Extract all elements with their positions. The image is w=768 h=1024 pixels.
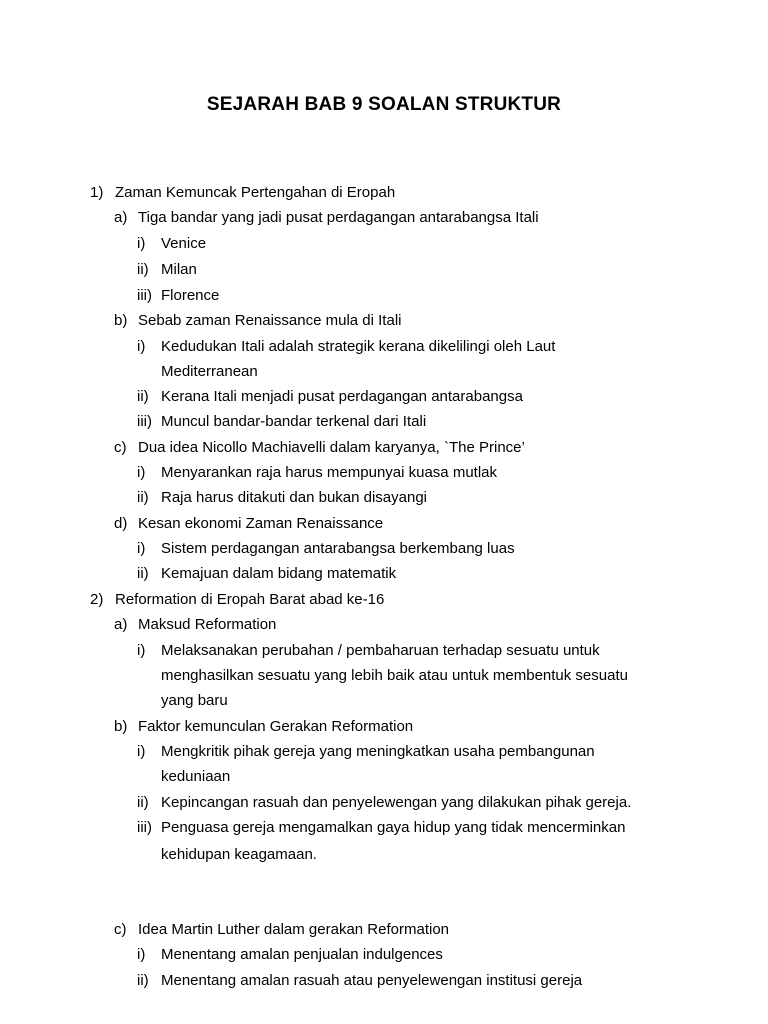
list-text: Kedudukan Itali adalah strategik kerana dikelilingi oleh Laut bbox=[161, 338, 556, 355]
list-text: Menentang amalan penjualan indulgences bbox=[161, 946, 443, 963]
list-marker: a) bbox=[114, 616, 128, 633]
list-marker: ii) bbox=[137, 794, 149, 811]
list-marker: 2) bbox=[90, 591, 104, 608]
list-marker: i) bbox=[137, 743, 146, 760]
list-marker: ii) bbox=[137, 565, 149, 582]
list-text: Idea Martin Luther dalam gerakan Reformation bbox=[138, 921, 450, 938]
list-text: Mengkritik pihak gereja yang meningkatkan usaha pembangunan bbox=[161, 743, 595, 760]
list-marker: ii) bbox=[137, 489, 149, 506]
list-marker: i) bbox=[137, 946, 146, 963]
list-text: menghasilkan sesuatu yang lebih baik atau untuk membentuk sesuatu bbox=[161, 667, 628, 684]
list-text: Maksud Reformation bbox=[138, 616, 277, 633]
list-marker: i) bbox=[137, 540, 146, 557]
list-text: Kepincangan rasuah dan penyelewengan yang dilakukan pihak gereja. bbox=[161, 794, 632, 811]
list-marker: i) bbox=[137, 642, 146, 659]
list-text: Kerana Itali menjadi pusat perdagangan antarabangsa bbox=[161, 388, 523, 405]
list-text: Penguasa gereja mengamalkan gaya hidup yang tidak mencerminkan bbox=[161, 819, 626, 836]
list-marker: ii) bbox=[137, 388, 149, 405]
list-text: Raja harus ditakuti dan bukan disayangi bbox=[161, 489, 428, 506]
list-text: Venice bbox=[161, 235, 207, 252]
list-text: yang baru bbox=[161, 692, 228, 709]
list-marker: i) bbox=[137, 338, 146, 355]
list-text: keduniaan bbox=[161, 768, 231, 785]
list-marker: c) bbox=[114, 439, 127, 456]
list-text: Mediterranean bbox=[161, 363, 258, 380]
list-marker: iii) bbox=[137, 819, 152, 836]
list-text: Menentang amalan rasuah atau penyelewengan institusi gereja bbox=[161, 972, 583, 989]
list-text: Zaman Kemuncak Pertengahan di Eropah bbox=[115, 184, 396, 201]
list-text: Reformation di Eropah Barat abad ke-16 bbox=[115, 591, 385, 608]
list-text: Kesan ekonomi Zaman Renaissance bbox=[138, 515, 384, 532]
list-marker: b) bbox=[114, 312, 128, 329]
list-text: Dua idea Nicollo Machiavelli dalam karyanya, `The Prince’ bbox=[138, 439, 525, 456]
list-text: kehidupan keagamaan. bbox=[161, 846, 317, 863]
list-marker: i) bbox=[137, 235, 146, 252]
list-marker: d) bbox=[114, 515, 128, 532]
list-text: Tiga bandar yang jadi pusat perdagangan antarabangsa Itali bbox=[138, 209, 539, 226]
list-marker: i) bbox=[137, 464, 146, 481]
list-text: Sistem perdagangan antarabangsa berkembang luas bbox=[161, 540, 515, 557]
list-text: Sebab zaman Renaissance mula di Itali bbox=[138, 312, 402, 329]
list-marker: 1) bbox=[90, 184, 104, 201]
list-text: Muncul bandar-bandar terkenal dari Itali bbox=[161, 413, 427, 430]
list-marker: iii) bbox=[137, 287, 152, 304]
list-marker: iii) bbox=[137, 413, 152, 430]
list-text: Melaksanakan perubahan / pembaharuan terhadap sesuatu untuk bbox=[161, 642, 600, 659]
list-text: Florence bbox=[161, 287, 220, 304]
list-marker: c) bbox=[114, 921, 127, 938]
list-marker: b) bbox=[114, 718, 128, 735]
list-text: Milan bbox=[161, 261, 197, 278]
page-title: SEJARAH BAB 9 SOALAN STRUKTUR bbox=[206, 94, 562, 115]
list-text: Menyarankan raja harus mempunyai kuasa mutlak bbox=[161, 464, 497, 481]
list-marker: a) bbox=[114, 209, 128, 226]
list-marker: ii) bbox=[137, 261, 149, 278]
list-text: Kemajuan dalam bidang matematik bbox=[161, 565, 397, 582]
list-text: Faktor kemunculan Gerakan Reformation bbox=[138, 718, 414, 735]
list-marker: ii) bbox=[137, 972, 149, 989]
